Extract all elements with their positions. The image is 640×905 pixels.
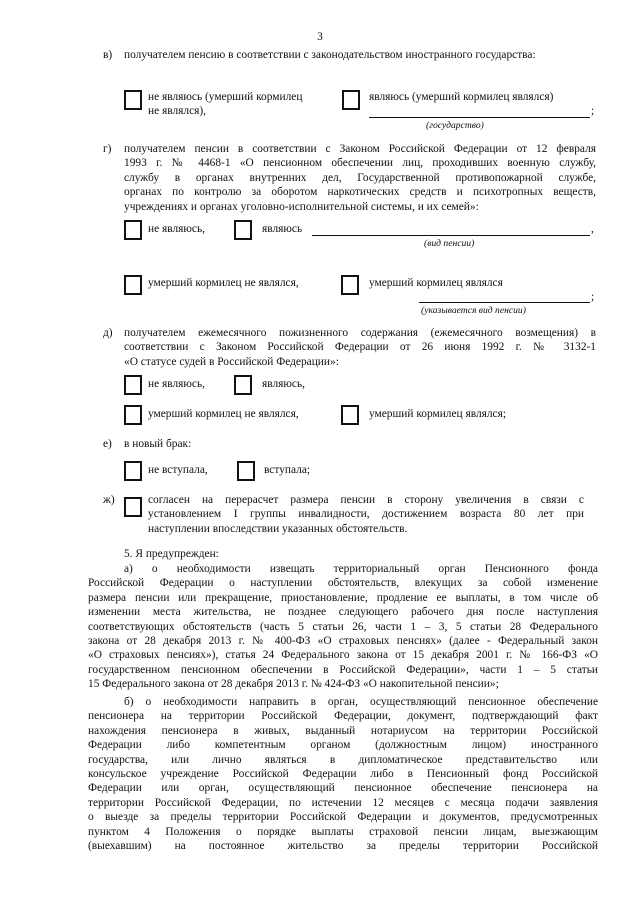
item-g-caption-2: (указывается вид пенсии) (421, 305, 526, 316)
text-line: получателем пенсии в соответствии с Законом Российской Федерации от 12 февраля (124, 143, 596, 155)
text-line: «О страховых пенсиях»), статья 24 Федерального закона от 15 декабря 2001 г. № 166-ФЗ «О (88, 649, 598, 662)
text-line: соответствующих обстоятельств (часть 5 статьи 26, части 1 – 3, 5 статьи 28 Федерального (88, 620, 598, 633)
section-5-paragraph-a (88, 562, 598, 692)
text-line: 1993 г. № 4468-1 «О пенсионном обеспечении лиц, проходивших военную службу, (124, 157, 596, 170)
item-v-opt-yes: являюсь (умерший кормилец являлся) (369, 91, 554, 103)
text-line: органах по контролю за оборотом наркотических средств и психотропных веществ, (124, 186, 596, 199)
item-e-letter: е) (103, 438, 112, 450)
item-v-caption: (государство) (426, 120, 484, 131)
item-v-opt-not-cont: не являлся), (148, 105, 207, 117)
item-g-pension-type-line[interactable] (312, 235, 590, 236)
text-line: нахождения пенсионера в живых, выданный нотариусом на территории Российской (88, 724, 598, 737)
item-g-checkbox-yes[interactable] (234, 220, 252, 240)
item-g-opt-deceased-yes: умерший кормилец являлся (369, 277, 503, 289)
item-e-checkbox-not[interactable] (124, 461, 142, 481)
item-g-opt-not: не являюсь, (148, 223, 205, 235)
text-line: размера пенсии или прекращение, приостановление, продление ее выплаты, в том числе об (88, 591, 598, 604)
item-e-opt-not: не вступала, (148, 464, 208, 476)
text-line: службу в органах внутренних дел, Государственной противопожарной службе, (124, 171, 596, 184)
text-line: о выезде за пределы территории Российской Федерации и документов, предусмотренных (88, 811, 598, 824)
text-line: консульское учреждение Российской Федерации либо в Пенсионный фонд Российской (88, 768, 598, 781)
item-v-text: получателем пенсию в соответствии с законодательством иностранного государства: (124, 49, 536, 61)
item-g-semicolon: ; (591, 291, 595, 303)
item-e-checkbox-yes[interactable] (237, 461, 255, 481)
text-line: получателем ежемесячного пожизненного содержания (ежемесячного возмещения) в (124, 327, 596, 339)
item-d-text (124, 326, 596, 369)
item-d-checkbox-yes[interactable] (234, 375, 252, 395)
text-line: (выехавшим) на постоянное жительство за пределы территории Российской (88, 840, 598, 853)
item-d-opt-yes: являюсь, (262, 378, 305, 390)
item-zh-checkbox[interactable] (124, 497, 142, 517)
text-line: изменении места жительства, не позднее следующего рабочего дня после наступления (88, 606, 598, 619)
text-line: пенсионера на территории Российской Федерации, документ, подтверждающий факт (88, 710, 598, 723)
item-zh-text (148, 493, 584, 536)
item-d-checkbox-deceased-yes[interactable] (341, 405, 359, 425)
item-g-checkbox-not[interactable] (124, 220, 142, 240)
section-5-paragraph-b (88, 695, 598, 853)
item-g-opt-yes: являюсь (262, 223, 303, 235)
item-d-letter: д) (103, 327, 113, 339)
item-e-opt-yes: вступала; (264, 464, 311, 476)
item-d-checkbox-not[interactable] (124, 375, 142, 395)
text-line: «О статусе судей в Российской Федерации»: (124, 355, 339, 368)
item-e-text: в новый брак: (124, 438, 192, 450)
text-line: установлением I группы инвалидности, достижением возраста 80 лет при (148, 508, 584, 521)
item-v-opt-not: не являюсь (умерший кормилец (148, 91, 303, 103)
text-line: б) о необходимости направить в орган, осуществляющий пенсионное обеспечение (124, 696, 598, 708)
item-v-semicolon: ; (591, 105, 595, 117)
section-5-heading: 5. Я предупрежден: (124, 548, 219, 560)
item-d-checkbox-deceased-not[interactable] (124, 405, 142, 425)
item-v-checkbox-not[interactable] (124, 90, 142, 110)
text-line: учреждениях и органах уголовно-исполнительной системы, и их семей»: (124, 200, 479, 213)
item-g-text (124, 142, 596, 214)
text-line: а) о необходимости извещать территориальный орган Пенсионного фонда (124, 563, 598, 575)
item-g-caption-1: (вид пенсии) (424, 238, 475, 249)
text-line: согласен на перерасчет размера пенсии в сторону увеличения в связи с (148, 494, 584, 506)
text-line: пунктом 4 Положения о порядке выплаты страховой пенсии лицам, выезжающим (88, 825, 598, 838)
text-line: государства, или лично являться в дипломатическое представительство или (88, 753, 598, 766)
text-line: 15 Федерального закона от 28 декабря 2013 г. № 424-ФЗ «О накопительной пенсии»; (88, 678, 499, 691)
item-v-checkbox-yes[interactable] (342, 90, 360, 110)
item-g-letter: г) (103, 143, 112, 155)
text-line: закона от 28 декабря 2013 г. № 400-ФЗ «О страховых пенсиях» (далее - Федеральный закон (88, 635, 598, 648)
item-g-deceased-pension-line[interactable] (419, 302, 590, 303)
page-number: 3 (317, 31, 323, 43)
item-g-comma: , (591, 223, 594, 235)
item-g-checkbox-deceased-not[interactable] (124, 275, 142, 295)
text-line: соответствии с Законом Российской Федерации от 26 июня 1992 г. № 3132-1 (124, 341, 596, 354)
item-d-opt-not: не являюсь, (148, 378, 205, 390)
item-v-letter: в) (103, 49, 113, 61)
text-line: Федерации или орган, осуществляющий пенсионное обеспечение пенсионера на (88, 782, 598, 795)
text-line: наступлении впоследствии указанных обстоятельств. (148, 522, 408, 535)
item-g-checkbox-deceased-yes[interactable] (341, 275, 359, 295)
item-zh-letter: ж) (103, 494, 115, 506)
item-g-opt-deceased-not: умерший кормилец не являлся, (148, 277, 299, 289)
item-d-opt-deceased-not: умерший кормилец не являлся, (148, 408, 299, 420)
item-d-opt-deceased-yes: умерший кормилец являлся; (369, 408, 507, 420)
text-line: Российской Федерации о наступлении обстоятельств, влекущих за собой изменение (88, 577, 598, 590)
item-v-state-line[interactable] (369, 117, 590, 118)
text-line: Федерации либо компетентным органом (должностным лицом) иностранного (88, 739, 598, 752)
text-line: территории Российской Федерации, по истечении 12 месяцев с месяца подачи заявления (88, 796, 598, 809)
text-line: государственном пенсионном обеспечении в Российской Федерации», части 1 – 5 статьи (88, 663, 598, 676)
